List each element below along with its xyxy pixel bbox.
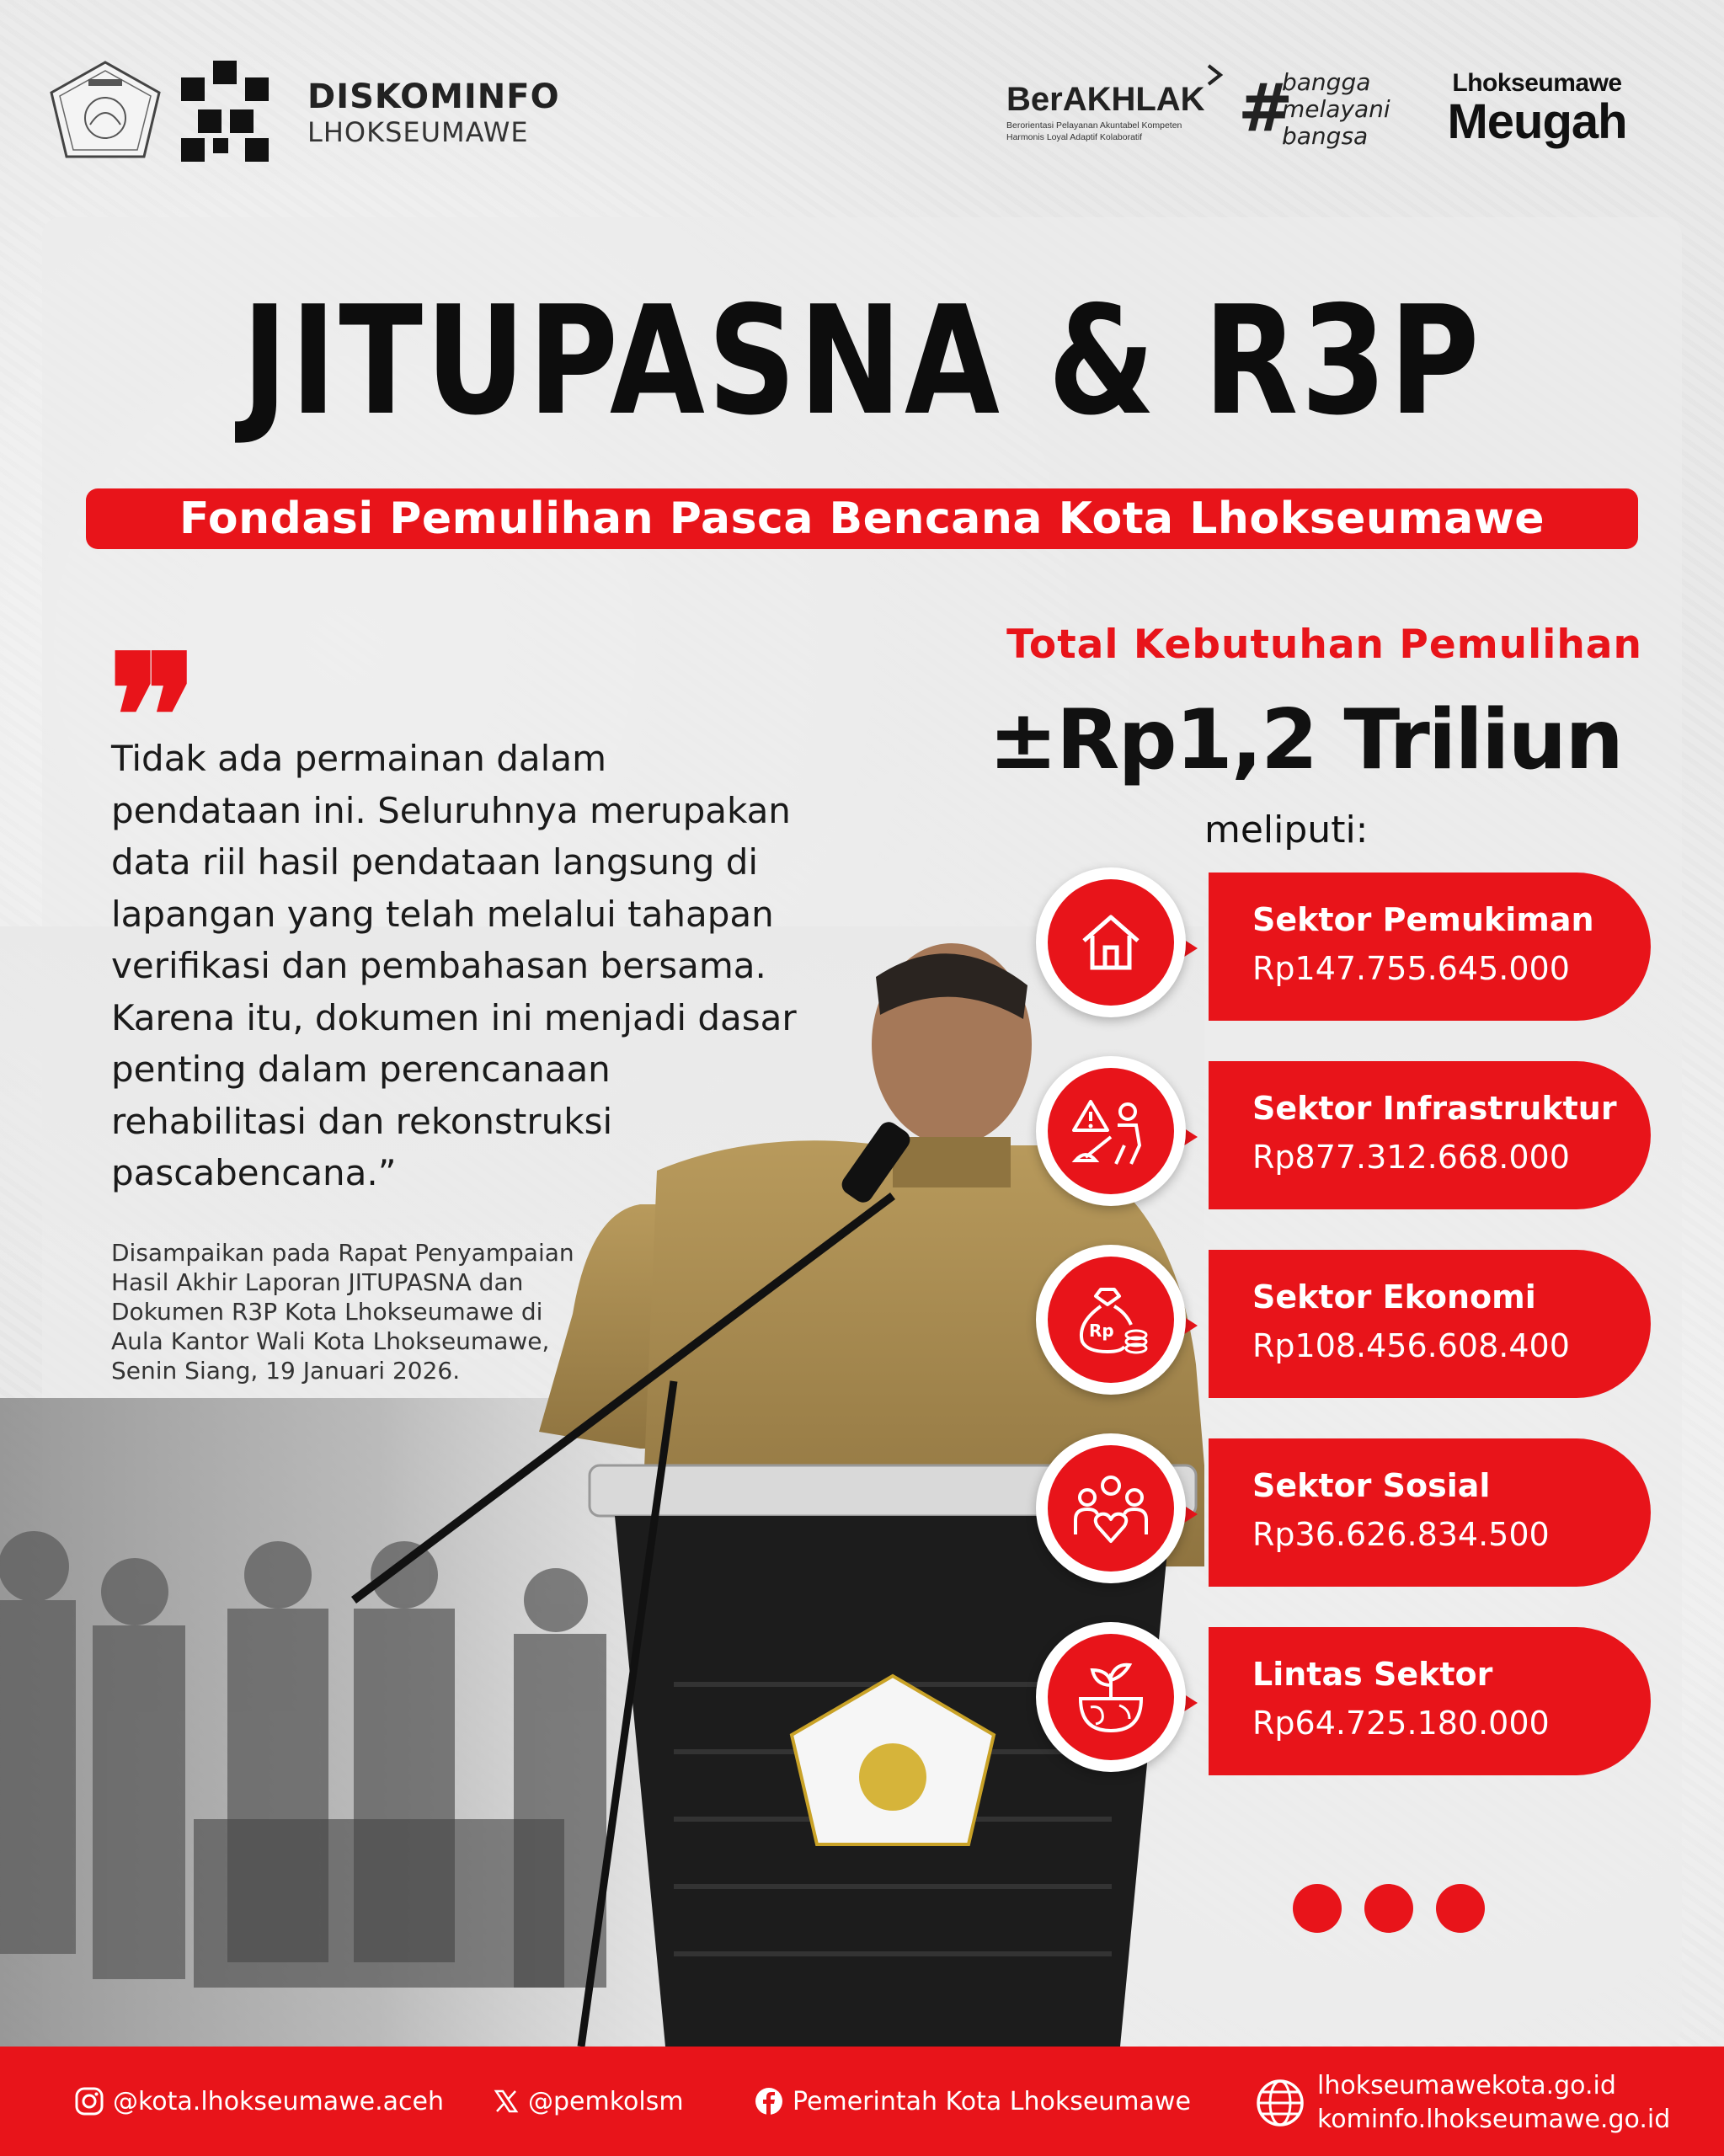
- berakhlak-tagline-1: Berorientasi Pelayanan Akuntabel Kompeten: [1006, 120, 1182, 131]
- bangga-word-2: melayani: [1282, 95, 1390, 123]
- people-heart-icon: [1070, 1470, 1151, 1546]
- quote-line: data riil hasil pendataan langsung di: [111, 841, 759, 883]
- bangga-word-3: bangsa: [1282, 122, 1369, 150]
- sector-ekonomi: [1036, 1250, 1651, 1398]
- source-line: Hasil Akhir Laporan JITUPASNA dan: [111, 1268, 524, 1296]
- footer-instagram[interactable]: [74, 2047, 444, 2156]
- footer-bar: [0, 2047, 1724, 2156]
- diskominfo-logo: [181, 61, 282, 162]
- x-logo-icon: [493, 2088, 520, 2115]
- sector-amount: Rp36.626.834.500: [1252, 1516, 1550, 1553]
- facebook-page: Pemerintah Kota Lhokseumawe: [793, 2086, 1191, 2116]
- quote-line: penting dalam perencanaan: [111, 1049, 611, 1090]
- source-line: Disampaikan pada Rapat Penyampaian: [111, 1239, 574, 1267]
- page-title: JITUPASNA & R3P: [242, 274, 1482, 448]
- quote-line: pendataan ini. Seluruhnya merupakan: [111, 789, 791, 831]
- instagram-icon: [74, 2086, 104, 2116]
- footer-x[interactable]: [493, 2047, 684, 2156]
- website-2[interactable]: kominfo.lhokseumawe.go.id: [1317, 2105, 1671, 2134]
- sector-amount: Rp64.725.180.000: [1252, 1705, 1550, 1742]
- sector-pill: [1209, 873, 1651, 1021]
- facebook-icon: [754, 2086, 784, 2116]
- quote-source: [111, 1238, 650, 1385]
- meliputi-label: meliputi:: [1204, 808, 1369, 851]
- berakhlak-tagline-2: Harmonis Loyal Adaptif Kolaboratif: [1006, 131, 1143, 142]
- dot: [1364, 1884, 1413, 1933]
- total-value: ±Rp1,2 Triliun: [988, 692, 1623, 788]
- sector-infrastruktur: [1036, 1061, 1651, 1209]
- lhokseumawe-meugah-logo: [1432, 69, 1642, 147]
- quote-text: [111, 733, 869, 1199]
- berakhlak-tagline: [1006, 120, 1225, 143]
- hash-mark: #: [1238, 71, 1294, 147]
- sector-lintas: [1036, 1627, 1651, 1775]
- sector-pill: [1209, 1627, 1651, 1775]
- sector-name: Sektor Pemukiman: [1252, 901, 1594, 938]
- berakhlak-title: BerAKHLAK: [1006, 81, 1205, 118]
- dot: [1436, 1884, 1485, 1933]
- sector-pill: [1209, 1061, 1651, 1209]
- sector-amount: Rp877.312.668.000: [1252, 1139, 1570, 1176]
- dot: [1293, 1884, 1342, 1933]
- brand-subtitle: LHOKSEUMAWE: [307, 116, 529, 148]
- source-line: Aula Kantor Wali Kota Lhokseumawe,: [111, 1327, 550, 1355]
- sector-icon-circle: [1036, 1433, 1186, 1583]
- construction-icon: [1069, 1093, 1153, 1169]
- bangga-melayani-bangsa-logo: [1238, 69, 1398, 153]
- globe-icon: [1255, 2078, 1305, 2128]
- source-line: Dokumen R3P Kota Lhokseumawe di: [111, 1298, 543, 1326]
- sector-pill: [1209, 1438, 1651, 1587]
- subtitle-text: Fondasi Pemulihan Pasca Bencana Kota Lhokseumawe: [179, 494, 1545, 544]
- brand-name: DISKOMINFO: [307, 77, 560, 116]
- source-line: Senin Siang, 19 Januari 2026.: [111, 1357, 461, 1385]
- sector-sosial: [1036, 1438, 1651, 1587]
- quote-line: Tidak ada permainan dalam: [111, 738, 606, 779]
- sector-amount: Rp147.755.645.000: [1252, 950, 1570, 987]
- sector-pemukiman: [1036, 873, 1651, 1021]
- footer-facebook[interactable]: [754, 2047, 1191, 2156]
- city-seal-logo: [46, 59, 164, 160]
- quote-line: rehabilitasi dan rekonstruksi: [111, 1100, 613, 1142]
- plant-globe-icon: [1070, 1657, 1151, 1737]
- footer-websites[interactable]: [1255, 2065, 1670, 2141]
- sector-name: Lintas Sektor: [1252, 1656, 1493, 1693]
- house-icon: [1075, 907, 1146, 978]
- subtitle-banner: [86, 488, 1638, 549]
- instagram-handle: @kota.lhokseumawe.aceh: [113, 2086, 445, 2116]
- quote-line: lapangan yang telah melalui tahapan: [111, 893, 774, 935]
- sector-icon-circle: [1036, 1245, 1186, 1395]
- sector-pill: [1209, 1250, 1651, 1398]
- meugah-line-2: Meugah: [1447, 94, 1627, 149]
- quote-mark-icon: ❞: [108, 618, 199, 816]
- x-handle: @pemkolsm: [528, 2086, 684, 2116]
- quote-line: verifikasi dan pembahasan bersama.: [111, 945, 766, 986]
- sector-amount: Rp108.456.608.400: [1252, 1327, 1570, 1364]
- quote-line: pascabencana.”: [111, 1152, 397, 1193]
- sector-name: Sektor Ekonomi: [1252, 1278, 1536, 1315]
- quote-line: Karena itu, dokumen ini menjadi dasar: [111, 996, 797, 1038]
- sector-icon-circle: [1036, 1056, 1186, 1206]
- meugah-line-1: Lhokseumawe: [1452, 69, 1622, 97]
- bangga-word-1: bangga: [1282, 68, 1371, 96]
- sector-name: Sektor Infrastruktur: [1252, 1090, 1617, 1127]
- berakhlak-logo: [1006, 81, 1225, 143]
- sector-name: Sektor Sosial: [1252, 1467, 1491, 1504]
- sector-icon-circle: [1036, 1622, 1186, 1772]
- sector-icon-circle: [1036, 867, 1186, 1017]
- money-bag-icon: [1070, 1279, 1151, 1360]
- website-1[interactable]: lhokseumawekota.go.id: [1317, 2071, 1616, 2100]
- chevron-right-icon: [1202, 62, 1227, 88]
- svg-text:Rp: Rp: [1089, 1321, 1114, 1341]
- pagination-dots: [1293, 1884, 1508, 1936]
- total-label: Total Kebutuhan Pemulihan: [1006, 622, 1642, 668]
